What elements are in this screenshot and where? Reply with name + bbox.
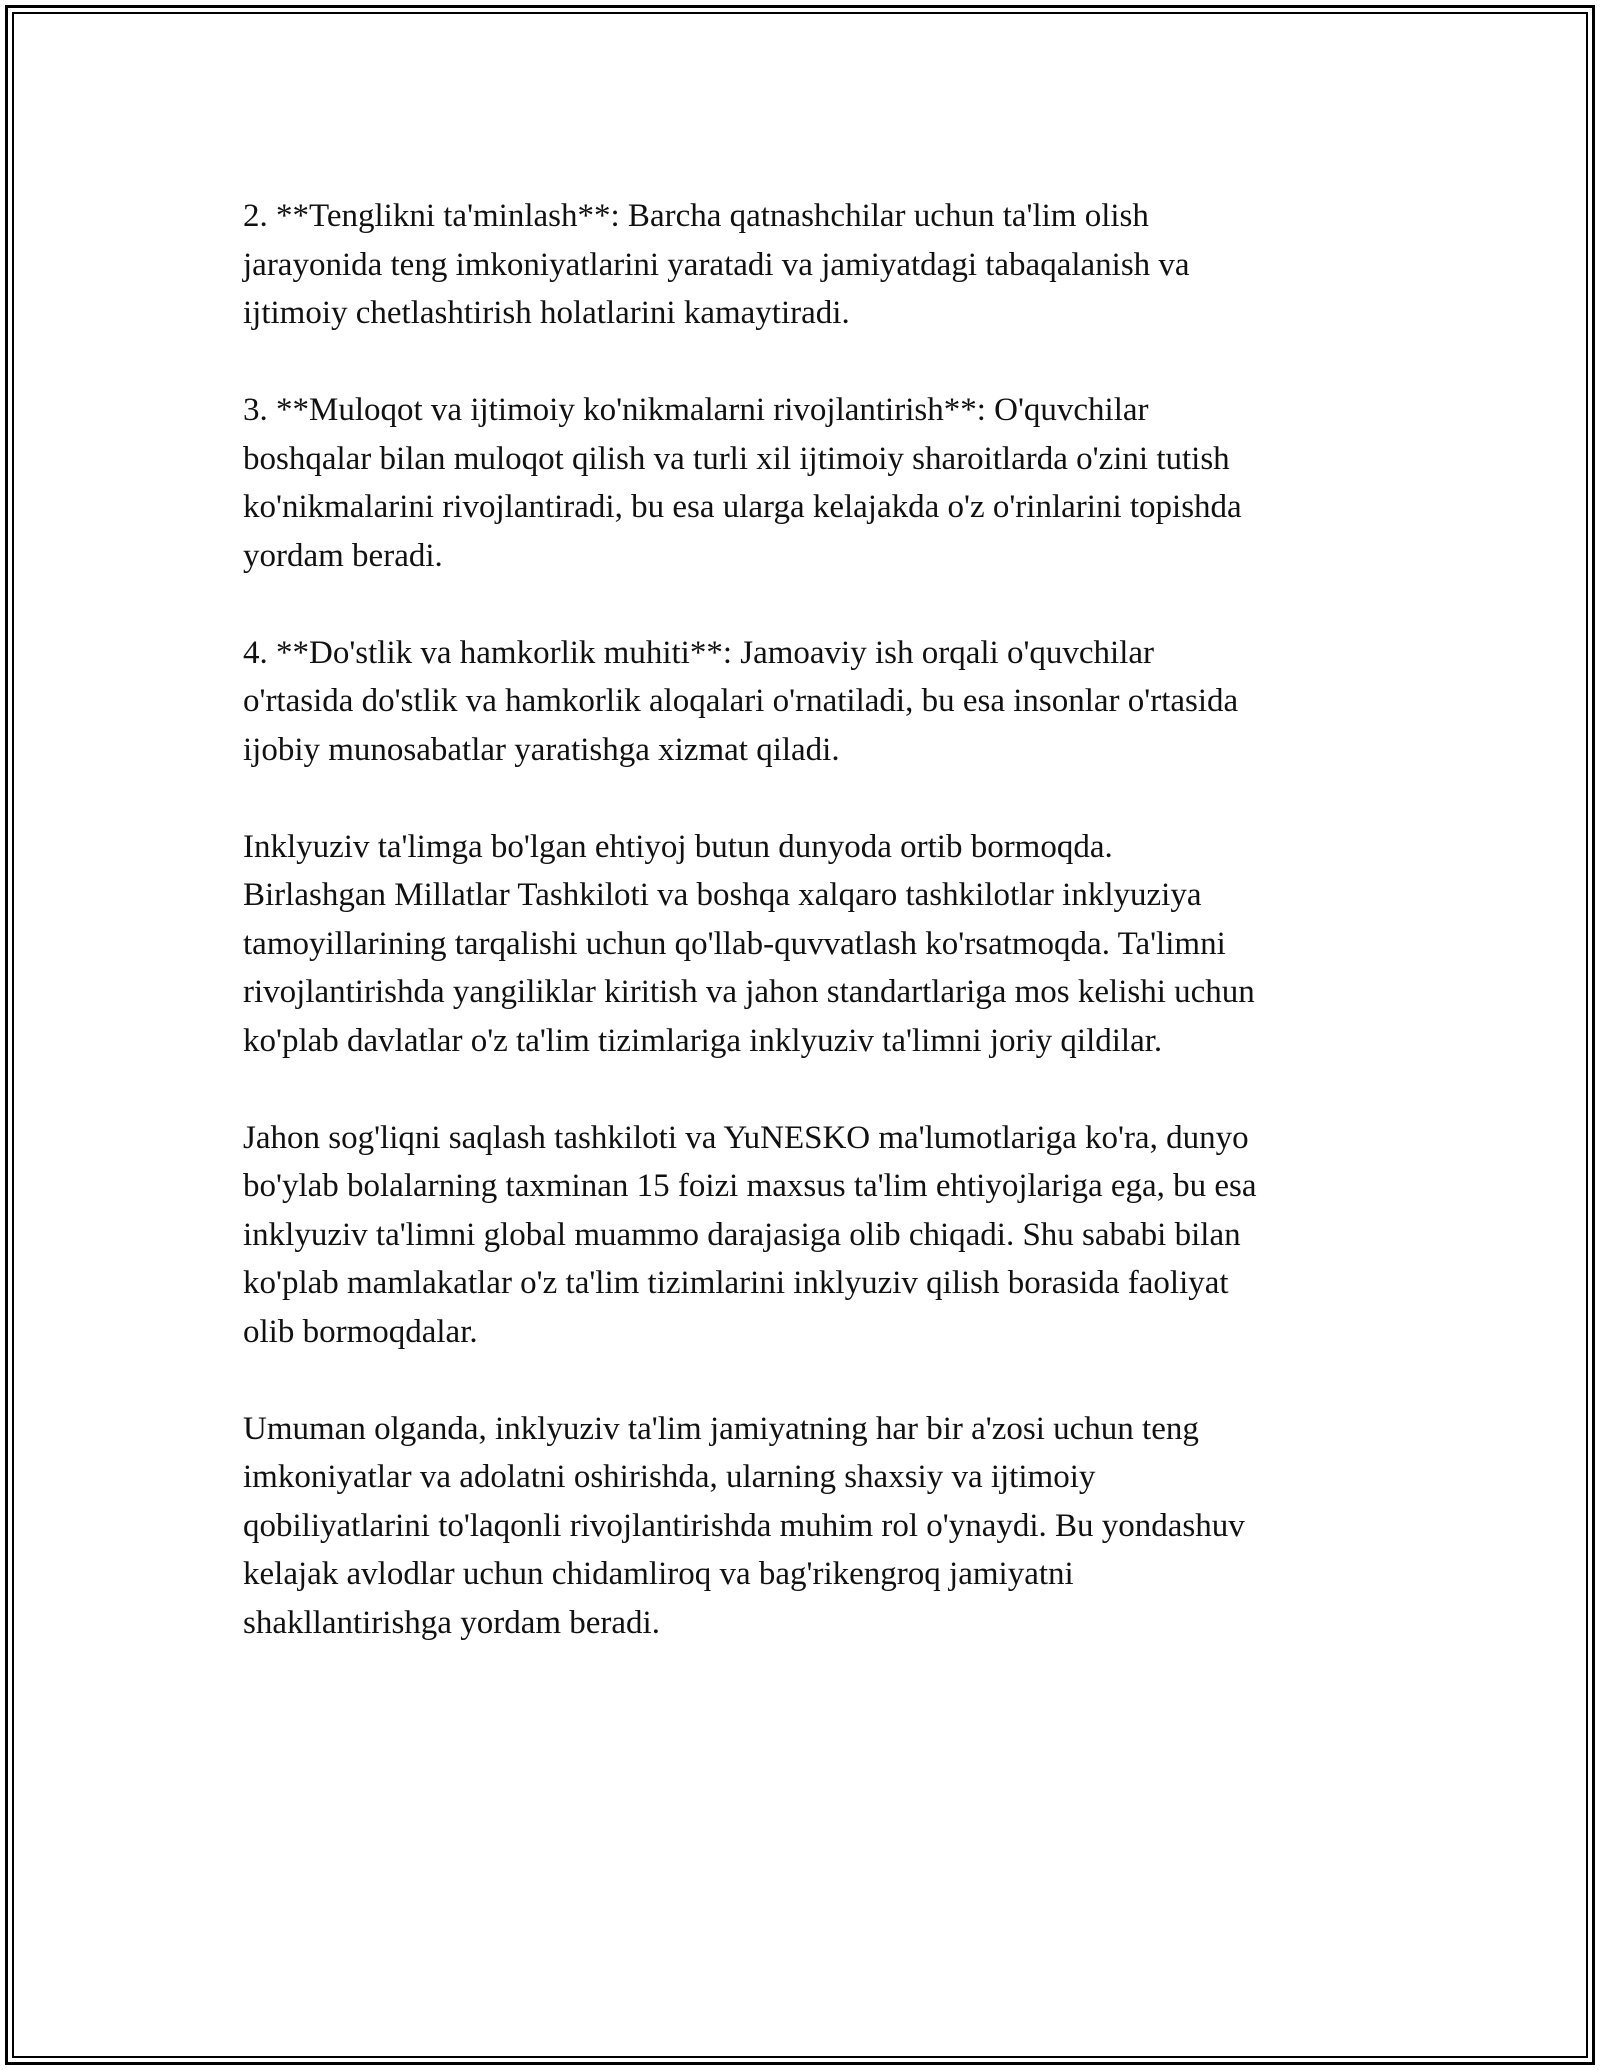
- paragraph-conclusion: Umuman olganda, inklyuziv ta'lim jamiyatning har bir a'zosi uchun teng imkoniyatlar va adolatni oshirishda, ularning shaxsiy va ijtimoiy qobiliyatlarini to'laqonli rivojlantirishda muhim rol o'ynaydi. Bu yondashuv kelajak avlodlar uchun chidamliroq va bag'rikengroq jamiyatni shakllantirishga yordam beradi.: [243, 1410, 1245, 1641]
- page-border: [5, 5, 1595, 2065]
- paragraph-statistics: Jahon sog'liqni saqlash tashkiloti va YuNESKO ma'lumotlariga ko'ra, dunyo bo'ylab bolalarning taxminan 15 foizi maxsus ta'lim ehtiyojlariga ega, bu esa inklyuziv ta'limni global muammo darajasiga olib chiqadi. Shu sababi bilan ko'plab mamlakatlar o'z ta'lim tizimlarini inklyuziv qilish borasida faoliyat olib bormoqdalar.: [243, 1119, 1257, 1350]
- paragraph-global-need: Inklyuziv ta'limga bo'lgan ehtiyoj butun dunyoda ortib bormoqda. Birlashgan Millatlar Tashkiloti va boshqa xalqaro tashkilotlar inklyuziya tamoyillarining tarqalishi uchun qo'llab-quvvatlash ko'rsatmoqda. Ta'limni rivojlantirishda yangiliklar kiritish va jahon standartlariga mos kelishi uchun ko'plab davlatlar o'z ta'lim tizimlariga inklyuziv ta'limni joriy qildilar.: [243, 828, 1255, 1059]
- paragraph-equality: 2. **Tenglikni ta'minlash**: Barcha qatnashchilar uchun ta'lim olish jarayonida teng imkoniyatlarini yaratadi va jamiyatdagi tabaqalanish va ijtimoiy chetlashtirish holatlarini kamaytiradi.: [243, 198, 1190, 331]
- paragraph-friendship: 4. **Do'stlik va hamkorlik muhiti**: Jamoaviy ish orqali o'quvchilar o'rtasida do'stlik va hamkorlik aloqalari o'rnatiladi, bu esa insonlar o'rtasida ijobiy munosabatlar yaratishga xizmat qiladi.: [243, 634, 1239, 768]
- document-body: [243, 192, 1393, 1696]
- paragraph-social-skills: 3. **Muloqot va ijtimoiy ko'nikmalarni rivojlantirish**: O'quvchilar boshqalar bilan muloqot qilish va turli xil ijtimoiy sharoitlarda o'zini tutish ko'nikmalarini rivojlantiradi, bu esa ularga kelajakda o'z o'rinlarini topishda yordam beradi.: [243, 392, 1242, 574]
